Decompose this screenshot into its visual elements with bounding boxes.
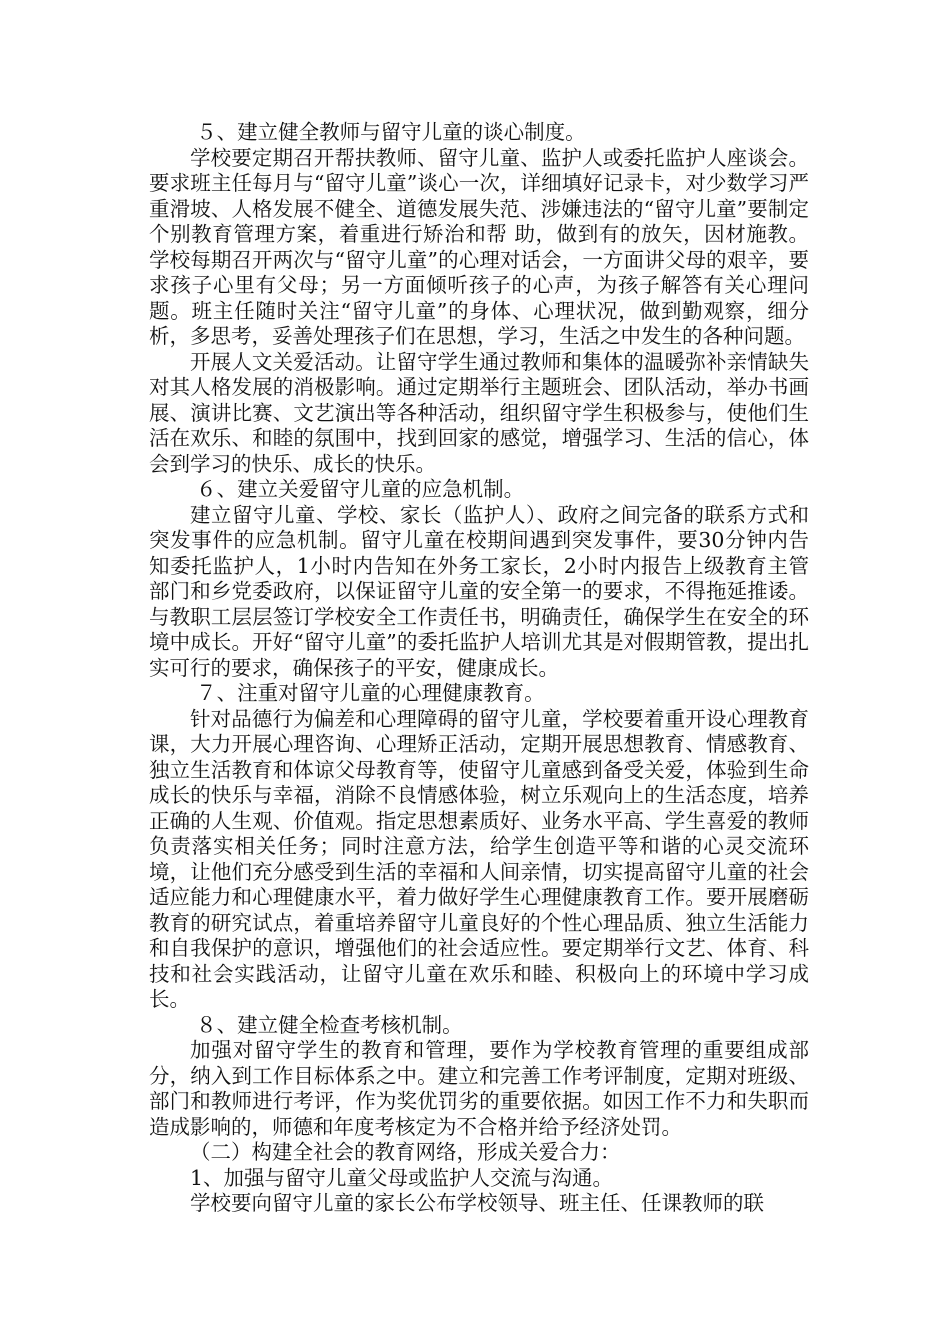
section-heading-7: ７、注重对留守儿童的心理健康教育。 — [196, 681, 545, 705]
section-heading-6: ６、建立关爱留守儿童的应急机制。 — [196, 477, 525, 501]
paragraph-assessment: 加强对留守学生的教育和管理，要作为学校教育管理的重要组成部分，纳入到工作目标体系之中。建立和完善工作考评制度，定期对班级、部门和教师进行考评，作为奖优罚劣的重要依据。如因工作不力和失职而造成影响的，师德和年度考核定为不合格并给予经济处罚。 — [149, 1038, 809, 1139]
paragraph-mental-health: 针对品德行为偏差和心理障碍的留守儿童，学校要着重开设心理教育课，大力开展心理咨询、心理矫正活动，定期开展思想教育、情感教育、独立生活教育和体谅父母教育等，使留守儿童感到备受关爱，体验到生命成长的快乐与幸福，消除不良情感体验，树立乐观向上的生活态度，培养正确的人生观、价值观。指定思想素质好、业务水平高、学生喜爱的教师负责落实相关任务；同时注意方法，给学生创造平等和谐的心灵交流环境，让他们充分感受到生活的幸福和人间亲情，切实提高留守儿童的社会适应能力和心理健康水平，着力做好学生心理健康教育工作。要开展磨砺教育的研究试点，着重培养留守儿童良好的个性心理品质、独立生活能力和自我保护的意识，增强他们的社会适应性。要定期举行文艺、体育、科技和社会实践活动，让留守儿童在欢乐和睦、积极向上的环境中学习成长。 — [149, 706, 809, 1011]
paragraph-subheading-network: （二）构建全社会的教育网络，形成关爱合力： — [190, 1140, 621, 1164]
section-heading-5: ５、建立健全教师与留守儿童的谈心制度。 — [196, 120, 586, 144]
paragraph-contact-info: 学校要向留守儿童的家长公布学校领导、班主任、任课教师的联 — [190, 1191, 764, 1215]
paragraph-emergency-mechanism: 建立留守儿童、学校、家长（监护人）、政府之间完备的联系方式和突发事件的应急机制。留守儿童在校期间遇到突发事件，要30分钟内告知委托监护人，1小时内告知在外务工家长，2小时内报告上级教育主管部门和乡党委政府，以保证留守儿童的安全第一的要求，不得拖延推诿。与教职工层层签订学校安全工作责任书，明确责任，确保学生在安全的环境中成长。开好“留守儿童”的委托监护人培训尤其是对假期管教，提出扎实可行的要求，确保孩子的平安，健康成长。 — [149, 502, 809, 680]
paragraph-talk-system: 学校要定期召开帮扶教师、留守儿童、监护人或委托监护人座谈会。要求班主任每月与“留守儿童”谈心一次，详细填好记录卡，对少数学习严重滑坡、人格发展不健全、道德发展失范、涉嫌违法的“留守儿童”要制定个别教育管理方案，着重进行矫治和帮 助，做到有的放矢，因材施教。学校每期召开两次与“留守儿童”的心理对话会，一方面讲父母的艰辛，要求孩子心里有父母；另一方面倾听孩子的心声，为孩子解答有关心理问题。班主任随时关注“留守儿童”的身体、心理状况，做到勤观察，细分析，多思考，妥善处理孩子们在思想，学习，生活之中发生的各种问题。 — [149, 145, 809, 348]
document-body — [149, 120, 809, 1217]
paragraph-item-1: 1、加强与留守儿童父母或监护人交流与沟通。 — [190, 1165, 614, 1190]
paragraph-humanistic-care: 开展人文关爱活动。让留守学生通过教师和集体的温暖弥补亲情缺失对其人格发展的消极影响。通过定期举行主题班会、团队活动，举办书画展、演讲比赛、文艺演出等各种活动，组织留守学生积极参与，使他们生活在欢乐、和睦的氛围中，找到回家的感觉，增强学习、生活的信心，体会到学习的快乐、成长的快乐。 — [149, 349, 809, 476]
section-heading-8: ８、建立健全检查考核机制。 — [196, 1012, 463, 1037]
